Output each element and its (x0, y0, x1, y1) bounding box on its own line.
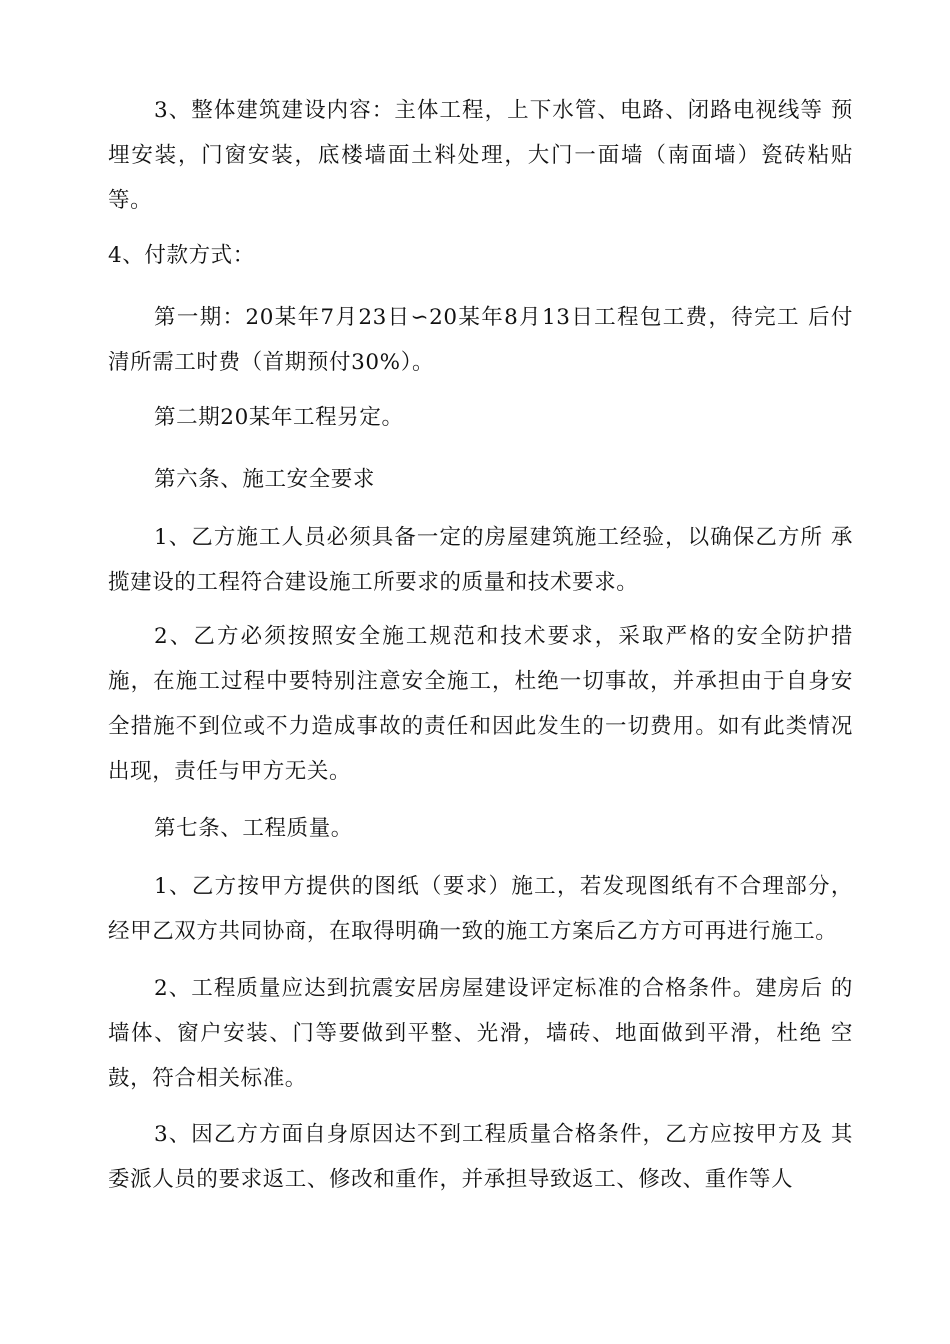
heading-article-six: 第六条、施工安全要求 (154, 467, 376, 492)
paragraph-payment-phase-1: 第一期：20某年7月23日∽20某年8月13日工程包工费，待完工 后付清所需工时费（首期预付30%）。 (108, 305, 853, 375)
paragraph-quality-2: 2、工程质量应达到抗震安居房屋建设评定标准的合格条件。建房后 的墙体、窗户安装、门等要做到平整、光滑，墙砖、地面做到平滑，杜绝 空鼓，符合相关标准。 (108, 976, 853, 1091)
paragraph-safety-1: 1、乙方施工人员必须具备一定的房屋建筑施工经验，以确保乙方所 承揽建设的工程符合建设施工所要求的质量和技术要求。 (108, 525, 853, 595)
paragraph-construction-content: 3、整体建筑建设内容：主体工程，上下水管、电路、闭路电视线等 预埋安装，门窗安装，底楼墙面土料处理，大门一面墙（南面墙）瓷砖粘贴等。 (108, 98, 853, 213)
paragraph-safety-2: 2、乙方必须按照安全施工规范和技术要求，采取严格的安全防护措施，在施工过程中要特别注意安全施工，杜绝一切事故，并承担由于自身安全措施不到位或不力造成事故的责任和因此发生的一切费用。如有此类情况出现，责任与甲方无关。 (108, 624, 853, 784)
paragraph-quality-3: 3、因乙方方面自身原因达不到工程质量合格条件，乙方应按甲方及 其委派人员的要求返工、修改和重作，并承担导致返工、修改、重作等人 (108, 1122, 853, 1192)
heading-article-seven: 第七条、工程质量。 (154, 816, 353, 841)
paragraph-quality-1: 1、乙方按甲方提供的图纸（要求）施工，若发现图纸有不合理部分，经甲乙双方共同协商，在取得明确一致的施工方案后乙方方可再进行施工。 (108, 874, 853, 944)
paragraph-payment-phase-2: 第二期20某年工程另定。 (154, 405, 404, 430)
paragraph-payment-method: 4、付款方式： (108, 243, 255, 268)
